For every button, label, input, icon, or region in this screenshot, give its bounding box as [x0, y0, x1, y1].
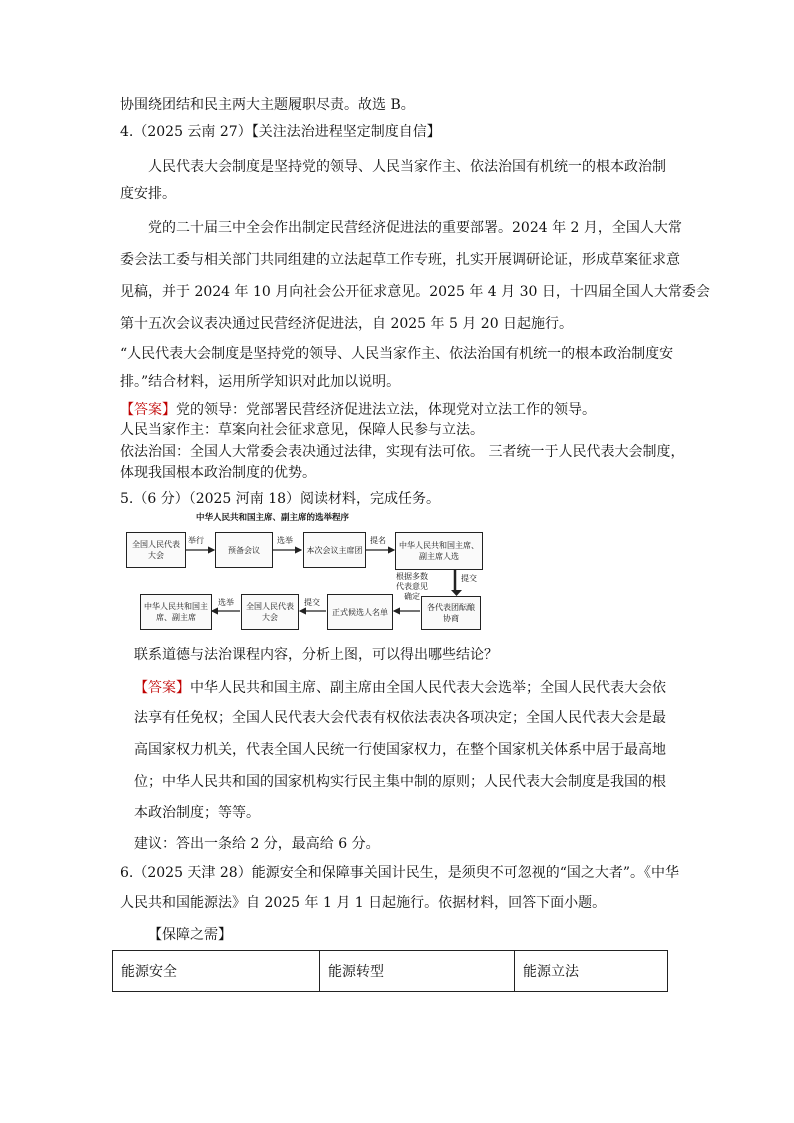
- data-table: [112, 950, 668, 992]
- arrow-label: 选举: [277, 536, 293, 545]
- answer-line: 人民当家作主：草案向社会征求意见，保障人民参与立法。: [120, 422, 484, 438]
- arrow-label: 根据多数代表意见确定: [396, 572, 428, 601]
- flow-box: 全国人民代表大会: [241, 594, 299, 630]
- text-line: 协围绕团结和民主两大主题履职尽责。故选 B。: [120, 97, 415, 113]
- material-paragraph: 人民代表大会制度是坚持党的领导、人民当家作主、依法治国有机统一的根本政治制: [148, 159, 666, 175]
- section-heading: 【保障之需】: [148, 927, 232, 943]
- answer-tag: 【答案】: [120, 402, 176, 418]
- arrow-label: 选举: [218, 598, 234, 607]
- answer-text: 中华人民共和国主席、副主席由全国人民代表大会选举；全国人民代表大会依: [190, 680, 666, 696]
- answer-line: 法享有任免权；全国人民代表大会代表有权依法表决各项决定；全国人民代表大会是最: [134, 710, 666, 726]
- table-cell: 能源转型: [320, 951, 515, 992]
- arrow-label: 提交: [304, 598, 320, 607]
- flow-box: 预备会议: [215, 532, 273, 568]
- answer-line: 高国家权力机关，代表全国人民统一行使国家权力，在整个国家机关体系中居于最高地: [134, 742, 666, 758]
- answer-line: 体现我国根本政治制度的优势。: [120, 465, 316, 481]
- arrow-label: 提名: [370, 536, 386, 545]
- answer-tag: 【答案】: [134, 680, 190, 696]
- material-paragraph: 委会法工委与相关部门共同组建的立法起草工作专班，扎实开展调研论证，形成草案征求意: [120, 252, 680, 268]
- arrow-label: 举行: [188, 536, 204, 545]
- flow-box: 各代表团酝酿协商: [421, 596, 481, 630]
- flowchart: [118, 512, 488, 634]
- question-text: 排。”结合材料，运用所学知识对此加以说明。: [120, 374, 401, 390]
- question-4-heading: 4.（2025 云南 27）【关注法治进程坚定制度自信】: [120, 124, 441, 140]
- question-5-heading: 5.（6 分）（2025 河南 18）阅读材料，完成任务。: [120, 491, 441, 507]
- table-row: [113, 951, 668, 992]
- answer-line: [134, 678, 666, 698]
- answer-line: 本政治制度；等等。: [134, 805, 260, 821]
- question-6-heading: 6.（2025 天津 28）能源安全和保障事关国计民生，是须臾不可忽视的“国之大者”。《中华: [120, 865, 680, 881]
- flow-box: 中华人民共和国主席、副主席人选: [395, 532, 483, 570]
- table-cell: 能源立法: [515, 951, 668, 992]
- question-text: “人民代表大会制度是坚持党的领导、人民当家作主、依法治国有机统一的根本政治制度安: [120, 346, 674, 362]
- flow-box: 中华人民共和国主席、副主席: [140, 594, 212, 630]
- answer-line: [120, 400, 596, 420]
- material-paragraph: 第十五次会议表决通过民营经济促进法，自 2025 年 5 月 20 日起施行。: [120, 316, 574, 332]
- question-text: 人民共和国能源法》自 2025 年 1 月 1 日起施行。依据材料，回答下面小题。: [120, 895, 607, 911]
- flow-box: 本次会议主席团: [303, 532, 366, 568]
- scoring-note: 建议：答出一条给 2 分，最高给 6 分。: [134, 836, 380, 852]
- answer-text: 党的领导：党部署民营经济促进法立法，体现党对立法工作的领导。: [176, 402, 596, 418]
- material-paragraph: 党的二十届三中全会作出制定民营经济促进法的重要部署。2024 年 2 月，全国人大常: [148, 220, 682, 236]
- material-paragraph: 见稿，并于 2024 年 10 月向社会公开征求意见。2025 年 4 月 30 日，十四届全国人大常委会: [120, 284, 710, 300]
- flow-box: 全国人民代表大会: [126, 532, 186, 568]
- flowchart-title: 中华人民共和国主席、副主席的选举程序: [196, 513, 350, 523]
- answer-line: 位；中华人民共和国的国家机构实行民主集中制的原则；人民代表大会制度是我国的根: [134, 774, 666, 790]
- material-paragraph: 度安排。: [120, 186, 176, 202]
- answer-line: 依法治国：全国人大常委会表决通过法律，实现有法可依。 三者统一于人民代表大会制度，: [120, 444, 685, 460]
- flow-box: 正式候选人名单: [327, 594, 393, 630]
- arrow-label: 提交: [461, 574, 477, 583]
- table-cell: 能源安全: [113, 951, 320, 992]
- question-text: 联系道德与法治课程内容，分析上图，可以得出哪些结论？: [134, 647, 498, 663]
